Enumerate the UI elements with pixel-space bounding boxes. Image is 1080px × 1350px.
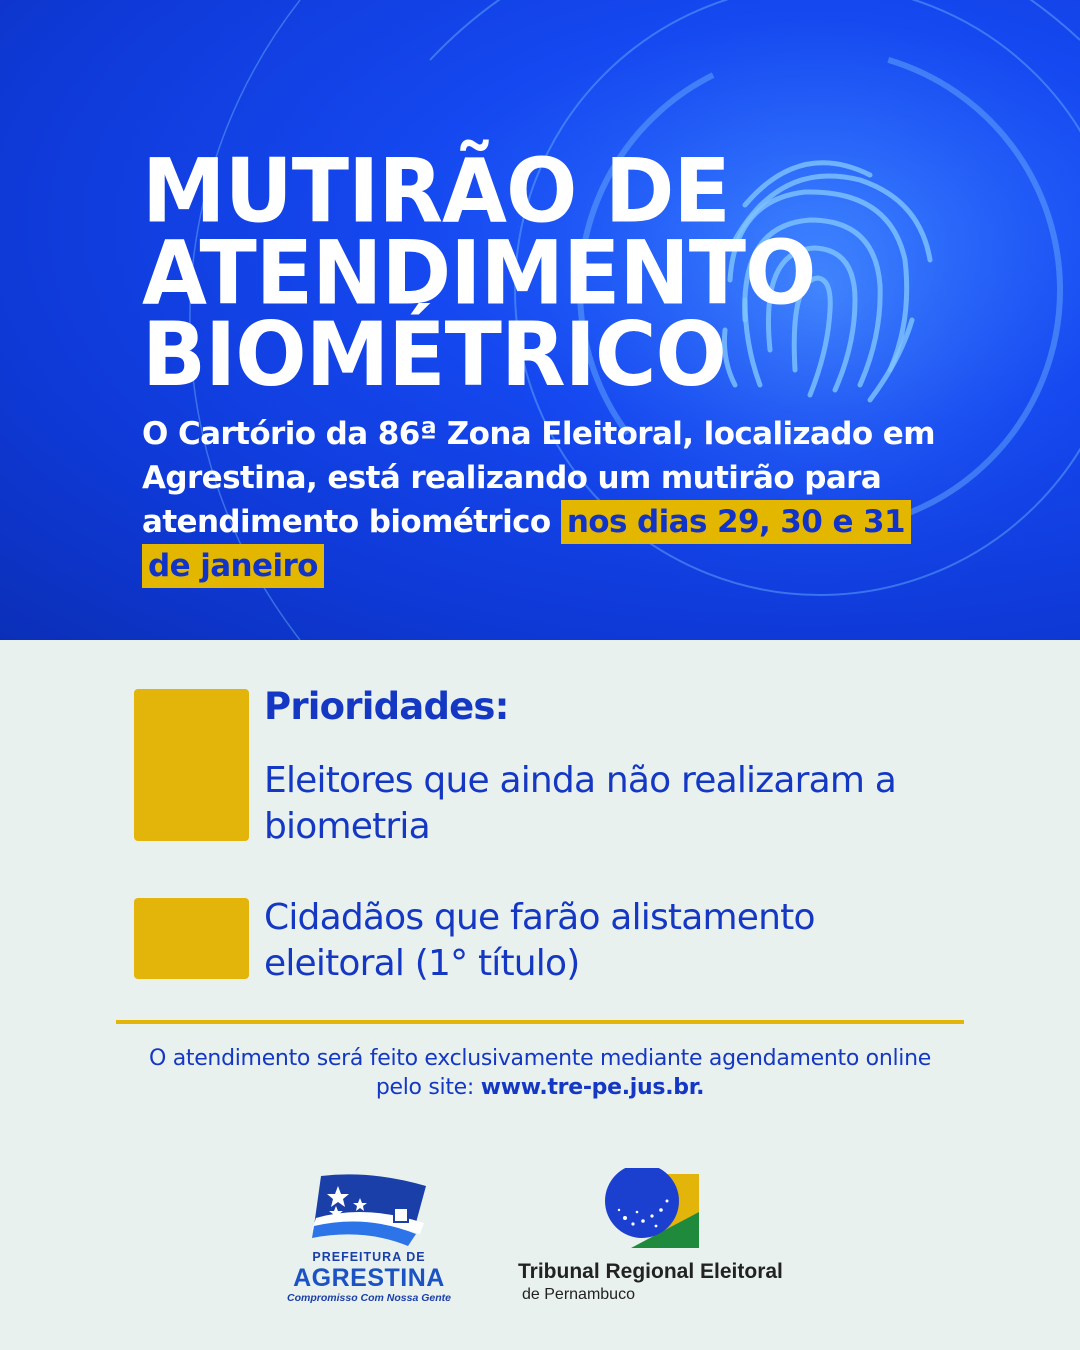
- bullet-box-1: [134, 689, 249, 841]
- agrestina-line-1: PREFEITURA DE: [312, 1250, 426, 1264]
- agrestina-slogan: Compromisso Com Nossa Gente: [287, 1292, 451, 1304]
- agrestina-logo: [276, 1168, 462, 1308]
- scheduling-note: [140, 1044, 940, 1102]
- headline-line-1: MUTIRÃO DE: [142, 139, 730, 243]
- intro-text: O Cartório da 86ª Zona Eleitoral, localizado em Agrestina, está realizando um mutirão para atendimento biométrico: [142, 416, 935, 540]
- date-highlight-2: de janeiro: [142, 544, 324, 588]
- priority-item-2: Cidadãos que farão alistamento eleitoral (1° título): [264, 897, 815, 984]
- tre-state: de Pernambuco: [522, 1286, 635, 1303]
- priorities-title: Prioridades:: [264, 685, 509, 728]
- headline-line-2: ATENDIMENTO: [142, 221, 816, 325]
- headline-line-3: BIOMÉTRICO: [142, 303, 726, 407]
- scheduling-text: O atendimento será feito exclusivamente mediante agendamento online pelo site:: [148, 1046, 931, 1100]
- headline: [142, 139, 816, 407]
- tre-logo: [515, 1168, 815, 1308]
- flag-icon: [276, 1168, 462, 1250]
- tre-emblem-icon: [515, 1168, 815, 1260]
- date-highlight-1: nos dias 29, 30 e 31: [561, 500, 911, 544]
- priority-item-1: Eleitores que ainda não realizaram a biometria: [264, 760, 897, 847]
- bullet-box-2: [134, 898, 249, 979]
- agrestina-line-2: AGRESTINA: [293, 1264, 445, 1292]
- divider: [116, 1020, 964, 1024]
- tre-name: Tribunal Regional Eleitoral: [518, 1260, 783, 1283]
- intro-paragraph: [142, 412, 962, 588]
- website-link[interactable]: www.tre-pe.jus.br.: [480, 1075, 705, 1100]
- hero-section: [0, 0, 1080, 640]
